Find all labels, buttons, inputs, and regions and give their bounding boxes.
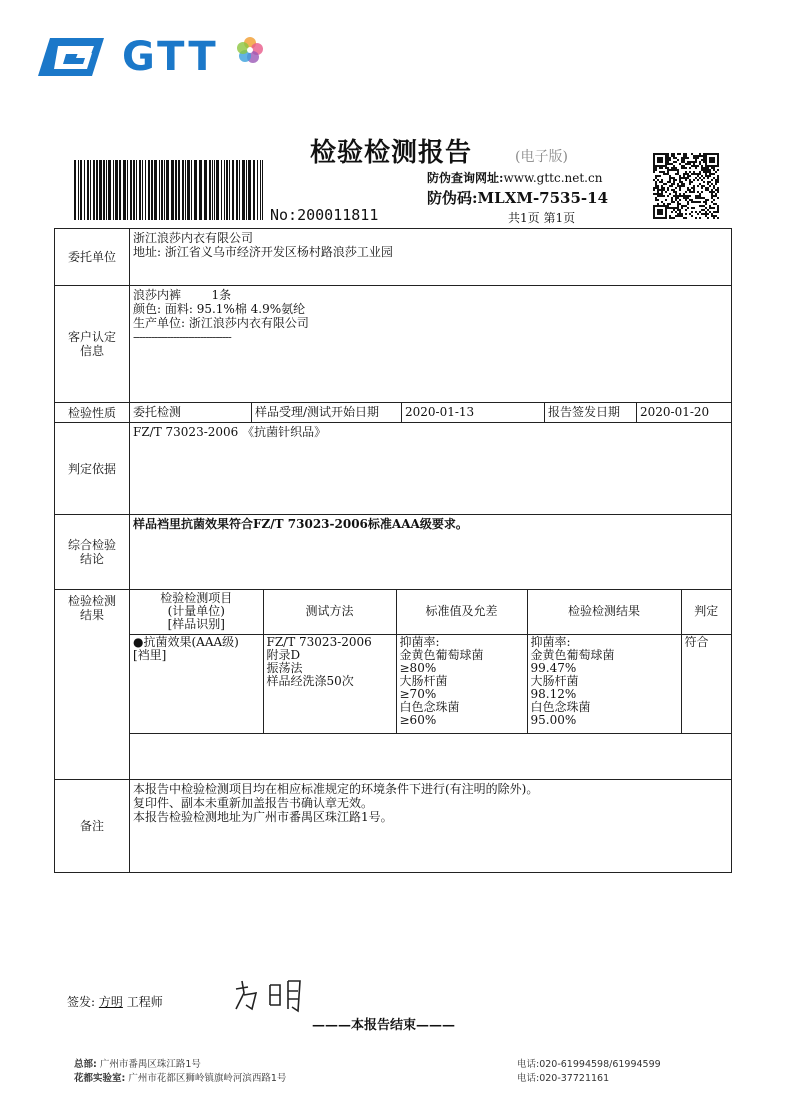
sample-row [55, 286, 732, 403]
conclusion-row [55, 515, 732, 590]
anti-fake-code-value: MLXM-7535-14 [477, 189, 609, 207]
client-label: 委托单位 [55, 229, 130, 286]
empty-cell [130, 733, 731, 778]
sample-dashes: -------------------------------- [133, 330, 231, 344]
basis-label: 判定依据 [55, 423, 130, 515]
sample-color: 颜色: 面料: 95.1%棉 4.9%氨纶 [133, 302, 306, 316]
nature-row [55, 403, 732, 423]
client-row [55, 229, 732, 286]
anti-fake-url-label: 防伪查询网址: [427, 171, 504, 185]
edition-label: (电子版) [515, 149, 568, 165]
footer-lab [74, 1070, 286, 1084]
row-result: 抑菌率: 金黄色葡萄球菌 99.47% 大肠杆菌 98.12% 白色念珠菌 95.00% [527, 634, 681, 733]
remark-line-3: 本报告检验检测地址为广州市番禺区珠江路1号。 [133, 810, 393, 824]
header-item: 检验检测项目 (计量单位) [样品识别] [130, 590, 263, 634]
footer-hq-address: 广州市番禺区珠江路1号 [99, 1059, 201, 1070]
results-row [55, 590, 732, 780]
basis-row [55, 423, 732, 515]
results-header-row [130, 590, 731, 634]
footer-phone-hq: 电话:020-61994598/61994599 [517, 1059, 661, 1070]
nature-value: 委托检测 [130, 403, 252, 423]
conclusion-value: 样品裆里抗菌效果符合FZ/T 73023-2006标准AAA级要求。 [130, 515, 732, 590]
basis-value: FZ/T 73023-2006 《抗菌针织品》 [130, 423, 732, 515]
row-method: FZ/T 73023-2006 附录D 振荡法 样品经洗涤50次 [263, 634, 396, 733]
receipt-label: 样品受理/测试开始日期 [252, 403, 402, 423]
page-count: 共1页 第1页 [508, 211, 576, 225]
header-method: 测试方法 [263, 590, 396, 634]
client-address: 地址: 浙江省义乌市经济开发区杨村路浪莎工业园 [133, 245, 393, 259]
results-cell [130, 590, 732, 780]
header-judge: 判定 [681, 590, 731, 634]
footer-hq-label: 总部: [74, 1059, 97, 1070]
anti-fake-url-value[interactable]: www.gttc.net.cn [503, 171, 603, 185]
remark-line-2: 复印件、副本未重新加盖报告书确认章无效。 [133, 796, 374, 810]
brand-name: GTT [122, 34, 219, 80]
table-row [130, 634, 731, 733]
anti-fake-code-label: 防伪码: [427, 189, 478, 207]
remarks-row [55, 780, 732, 873]
gtt-logo-mark-icon [36, 36, 106, 78]
signer-title: 工程师 [126, 995, 163, 1009]
issue-label: 报告签发日期 [545, 403, 637, 423]
anti-fake-code [427, 187, 608, 208]
report-title: 检验检测报告 [310, 138, 473, 168]
sample-label: 客户认定信息 [55, 286, 130, 403]
footer-lab-label: 花都实验室: [74, 1073, 126, 1084]
nature-label: 检验性质 [55, 403, 130, 423]
empty-row [130, 733, 731, 778]
handwritten-signature-icon [226, 975, 316, 1015]
remark-line-1: 本报告中检验检测项目均在相应标准规定的环境条件下进行(有注明的除外)。 [133, 782, 539, 796]
results-label: 检验检测结果 [55, 590, 130, 780]
anti-fake-url [427, 169, 602, 186]
footer-hq [74, 1056, 201, 1070]
row-standard: 抑菌率: 金黄色葡萄球菌 ≥80% 大肠杆菌 ≥70% 白色念珠菌 ≥60% [396, 634, 527, 733]
client-company: 浙江浪莎内衣有限公司 [133, 231, 254, 245]
qr-code-icon [653, 153, 719, 219]
header-standard: 标准值及允差 [396, 590, 527, 634]
footer-phone-lab: 电话:020-37721161 [517, 1073, 610, 1084]
footer-lab-address: 广州市花都区狮岭镇旗岭河滨西路1号 [128, 1073, 287, 1084]
remarks-label: 备注 [55, 780, 130, 873]
sample-info [130, 286, 732, 403]
signer-name: 方明 [98, 995, 123, 1009]
client-info [130, 229, 732, 286]
row-item: ●抗菌效果(AAA级) [裆里] [130, 634, 263, 733]
report-end: ———本报告结束——— [312, 1018, 456, 1033]
issue-date: 2020-01-20 [637, 403, 732, 423]
sample-manufacturer: 生产单位: 浙江浪莎内衣有限公司 [133, 316, 309, 330]
conclusion-label: 综合检验结论 [55, 515, 130, 590]
sample-name: 浪莎内裤 1条 [133, 288, 232, 302]
signoff [67, 993, 163, 1010]
report-table [54, 228, 732, 873]
row-judge: 符合 [681, 634, 731, 733]
header-result: 检验检测结果 [527, 590, 681, 634]
signoff-label: 签发: [67, 995, 96, 1009]
barcode-icon [74, 160, 266, 220]
report-number: No:200011811 [270, 206, 379, 224]
flower-logo-icon [236, 36, 264, 64]
results-table [130, 590, 731, 778]
remarks-value [130, 780, 732, 873]
receipt-date: 2020-01-13 [402, 403, 545, 423]
